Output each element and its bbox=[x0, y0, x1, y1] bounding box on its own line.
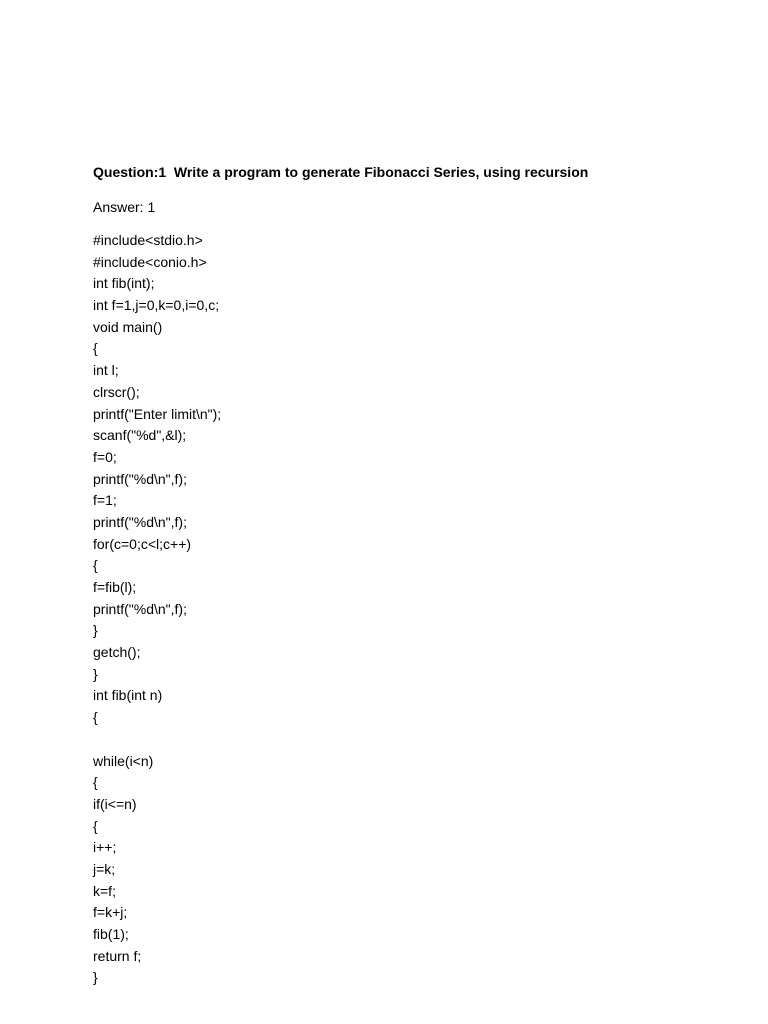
code-listing bbox=[93, 230, 221, 989]
code-line: } bbox=[93, 665, 98, 682]
code-line: int fib(int); bbox=[93, 275, 155, 292]
code-line: while(i<n) bbox=[93, 752, 154, 769]
code-line: } bbox=[93, 969, 98, 986]
code-line: printf("%d\n",f); bbox=[93, 470, 187, 487]
code-line: { bbox=[93, 557, 98, 574]
code-line: fib(1); bbox=[93, 926, 129, 942]
code-line bbox=[93, 729, 221, 751]
code-line: int l; bbox=[93, 362, 119, 379]
code-line: f=fib(l); bbox=[93, 579, 137, 595]
code-line: clrscr(); bbox=[93, 383, 140, 400]
answer-label: Answer: 1 bbox=[93, 199, 156, 215]
code-line: j=k; bbox=[93, 860, 116, 877]
code-line: return f; bbox=[93, 947, 142, 964]
code-line: { bbox=[93, 709, 98, 726]
code-line: int f=1,j=0,k=0,i=0,c; bbox=[93, 297, 220, 314]
code-line: { bbox=[93, 774, 98, 791]
question-heading: Question:1 Write a program to generate Fibonacci Series, using recursion bbox=[93, 164, 589, 180]
code-line: { bbox=[93, 340, 98, 357]
code-line: for(c=0;c<l;c++) bbox=[93, 535, 192, 552]
code-line: { bbox=[93, 817, 98, 834]
code-line: printf("%d\n",f); bbox=[93, 513, 187, 530]
code-line: int fib(int n) bbox=[93, 687, 163, 704]
code-line: f=1; bbox=[93, 492, 117, 509]
code-line: k=f; bbox=[93, 882, 116, 899]
code-line: scanf("%d",&l); bbox=[93, 427, 187, 444]
code-line: f=k+j; bbox=[93, 904, 128, 921]
code-line: #include<stdio.h> bbox=[93, 232, 203, 248]
code-line: } bbox=[93, 622, 98, 639]
code-line: getch(); bbox=[93, 644, 141, 661]
code-line: printf("%d\n",f); bbox=[93, 600, 187, 617]
code-line: f=0; bbox=[93, 448, 117, 465]
code-line: void main() bbox=[93, 318, 163, 335]
code-line: printf("Enter limit\n"); bbox=[93, 405, 222, 422]
code-line: i++; bbox=[93, 839, 117, 856]
code-line: #include<conio.h> bbox=[93, 253, 207, 270]
code-line: if(i<=n) bbox=[93, 795, 137, 812]
